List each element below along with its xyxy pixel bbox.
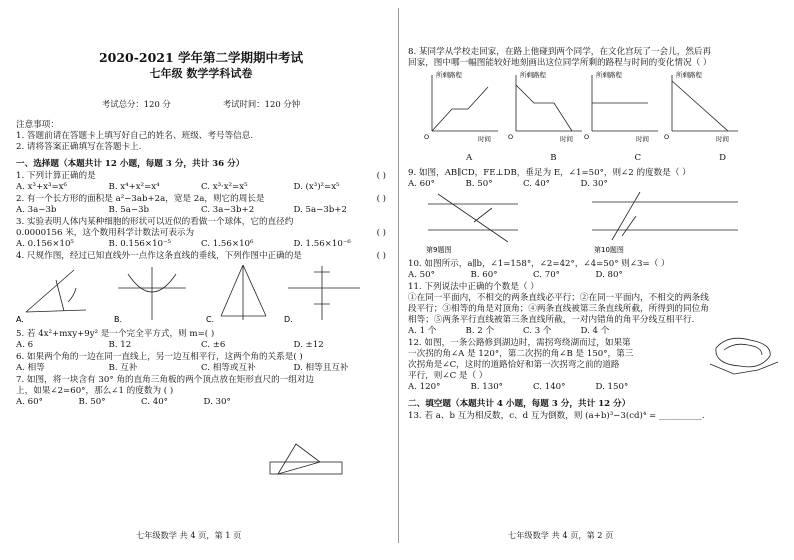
fig-label-b: B. (114, 314, 123, 324)
option-b: B. 130° (470, 382, 503, 392)
note-item: 1. 答题前请在答题卡上填写好自己的姓名、班级、考号等信息. (16, 130, 254, 141)
graph-label-a: A (466, 153, 473, 163)
fig-label-d: D. (284, 314, 293, 324)
question-6 (16, 352, 386, 374)
question-8 (408, 47, 786, 164)
question-line: 平行，则∠C 是（ ） (408, 371, 488, 381)
question-10 (408, 259, 786, 281)
graph-label-d: D (719, 153, 726, 163)
question-11 (408, 282, 786, 337)
fig9-caption: 第9题图 (426, 246, 452, 254)
question-13 (408, 411, 786, 422)
exam-subtitle: 七年级 数学学科试卷 (149, 67, 253, 80)
option-a: A. 60° (16, 396, 43, 407)
question-stem-cont: 上，如果∠2=60°，那么∠1 的度数为 ( ) (16, 385, 174, 396)
option-c: C. 40° (523, 179, 550, 189)
graph-ylabel: 所剩路程 (436, 71, 462, 79)
graph-origin: O (664, 133, 670, 141)
graph-ylabel: 所剩路程 (676, 71, 702, 79)
question-stem-cont: 0.0000156 米，这个数用科学计数法可表示为 (16, 227, 195, 238)
question-3 (16, 217, 386, 250)
fig9-fig10 (408, 190, 786, 254)
option-a: A. 相等 (16, 362, 45, 373)
option-b: B. 互补 (108, 362, 138, 373)
option-c: C. 140° (533, 382, 566, 392)
option-a: A. 3a−3b (16, 204, 57, 215)
answer-blank: ( ) (376, 193, 386, 204)
question-5 (16, 329, 386, 351)
ruler-triangle-figure (268, 440, 348, 480)
statement-line: 段平行；③相等的角是对顶角；④两条直线被第三条直线所截，所得到的同位角 (408, 304, 709, 314)
question-stem: 4. 尺规作图，经过已知直线外一点作这条直线的垂线，下列作图中正确的是 (16, 250, 302, 261)
column-divider (398, 8, 399, 543)
graph-xlabel: 时间 (716, 135, 729, 143)
statement-line: ①在同一平面内，不相交的两条直线必平行；②在同一平面内，不相交的两条线 (408, 293, 709, 303)
lake-road-figure (708, 330, 780, 390)
option-a: A. 50° (408, 270, 435, 280)
graph-xlabel: 时间 (636, 135, 649, 143)
option-c: C. x³·x²=x⁵ (201, 181, 248, 192)
page-footer-right: 七年级数学 共 4 页，第 2 页 (508, 530, 614, 540)
graph-xlabel: 时间 (478, 135, 491, 143)
graph-origin: O (424, 133, 430, 141)
question-line: 次拐角是∠C，这时的道路恰好和第一次拐弯之前的道路 (408, 360, 620, 370)
option-b: B. 0.156×10⁻⁵ (108, 238, 171, 249)
question-line: 一次拐的角∠A 是 120°，第二次拐的角∠B 是 150°，第三 (408, 349, 634, 359)
question-1 (16, 171, 386, 193)
option-b: B. 5a−3b (108, 204, 150, 215)
question-stem: 3. 实验表明人体内某种细胞的形状可以近似的看做一个球体，它的直径约 (16, 216, 294, 227)
question-stem: 10. 如图所示，a∥b，∠1=158°，∠2=42°，∠4=50° 则∠3=（ ） (408, 259, 670, 269)
fig10-caption: 第10题图 (594, 246, 624, 254)
total-score: 考试总分：120 分 (101, 99, 171, 110)
question-stem: 11. 下列说法中正确的个数是（ ） (408, 282, 539, 292)
graph-ylabel: 所剩路程 (520, 71, 546, 79)
graph-ylabel: 所剩路程 (596, 71, 622, 79)
page-footer-left: 七年级数学 共 4 页，第 1 页 (136, 530, 242, 540)
question-stem: 7. 如图，将一块含有 30° 角的直角三角板的两个顶点放在矩形直尺的一组对边 (16, 374, 315, 385)
option-d: D. 1.56×10⁻⁶ (293, 238, 351, 249)
question-7 (16, 375, 386, 408)
graph-label-b: B (550, 153, 557, 163)
option-b: B. 50° (465, 179, 493, 189)
question-stem: 1. 下列计算正确的是 (16, 170, 96, 181)
section-heading: 二、填空题（本题共计 4 小题，每题 3 分，共计 12 分） (408, 399, 631, 409)
option-d: D. 30° (203, 396, 231, 407)
option-b: B. 12 (108, 339, 132, 350)
right-column (408, 0, 786, 540)
question-line: 12. 如图，一条公路修到湖边时，需拐弯绕湖而过，如果第 (408, 338, 631, 348)
question-stem: 2. 有一个长方形的面积是 a²−3ab+2a，宽是 2a，则它的周长是 (16, 193, 265, 204)
question-4 (16, 251, 386, 328)
answer-blank: ( ) (376, 170, 386, 181)
option-b: B. 60° (470, 270, 498, 280)
option-a: A. 60° (408, 179, 435, 189)
notes-heading: 注意事项： (16, 119, 59, 130)
option-d: D. 5a−3b+2 (293, 204, 347, 215)
question-stem-cont: 回家，图中哪一幅图能较好地刻画出这位同学所剩的路程与时间的变化情况（ ） (408, 58, 712, 68)
distance-time-graphs (408, 69, 786, 149)
option-d: D. ±12 (293, 339, 324, 350)
question-9 (408, 168, 786, 258)
graph-origin: O (508, 133, 514, 141)
answer-blank: ( ) (376, 250, 386, 261)
section-heading: 一、选择题（本题共计 12 小题，每题 3 分，共计 36 分） (16, 158, 245, 169)
question-2 (16, 194, 386, 216)
statement-line: 相等；⑤两条平行直线被第三条直线所截，一对内错角的角平分线互相平行. (408, 315, 695, 325)
option-c: C. 70° (533, 270, 560, 280)
option-d: D. 4 个 (580, 326, 610, 336)
fig-label-a: A. (16, 314, 24, 324)
option-b: B. 50° (78, 396, 106, 407)
construction-figures (16, 262, 386, 324)
option-c: C. 1.56×10⁶ (201, 238, 254, 249)
question-stem: 9. 如图，AB∥CD，FE⊥DB，垂足为 E，∠1=50°，则∠2 的度数是（ ） (408, 168, 691, 178)
option-a: A. 0.156×10⁵ (16, 238, 74, 249)
question-stem: 13. 若 a、b 互为相反数，c、d 互为倒数，则 (a+b)³−3(cd)⁴ = __________. (408, 411, 705, 421)
option-a: A. 6 (16, 339, 34, 350)
option-a: A. 120° (408, 382, 441, 392)
answer-blank: ( ) (376, 227, 386, 238)
exam-title: 2020-2021 学年第二学期期中考试 (98, 50, 304, 65)
option-b: B. 2 个 (465, 326, 495, 336)
note-item: 2. 请将答案正确填写在答题卡上. (16, 141, 142, 152)
option-d: D. (x³)²=x⁵ (293, 181, 340, 192)
notes (16, 120, 386, 153)
graph-origin: O (584, 133, 590, 141)
option-a: A. 1 个 (408, 326, 437, 336)
option-c: C. 3 个 (523, 326, 552, 336)
graph-label-c: C (634, 153, 642, 163)
option-a: A. x³+x³=x⁶ (16, 181, 67, 192)
option-b: B. x⁴+x²=x⁴ (108, 181, 160, 192)
option-d: D. 150° (595, 382, 629, 392)
option-c: C. 3a−3b+2 (201, 204, 255, 215)
question-stem: 6. 如果两个角的一边在同一直线上，另一边互相平行，这两个角的关系是( ) (16, 351, 303, 362)
left-column (16, 0, 386, 540)
option-c: C. ±6 (201, 339, 226, 350)
question-stem: 8. 某同学从学校走回家，在路上他碰到两个同学，在文化宫玩了一会儿，然后再 (408, 47, 712, 57)
option-d: D. 相等且互补 (293, 362, 349, 373)
option-c: C. 40° (141, 396, 168, 407)
question-stem: 5. 若 4x²+mxy+9y² 是一个完全平方式，则 m=( ) (16, 328, 215, 339)
option-d: D. 80° (595, 270, 623, 280)
option-c: C. 相等或互补 (201, 362, 256, 373)
exam-meta (16, 99, 386, 110)
option-d: D. 30° (580, 179, 608, 189)
fig-label-c: C. (206, 314, 215, 324)
exam-duration: 考试时间：120 分钟 (222, 99, 301, 110)
graph-xlabel: 时间 (560, 135, 573, 143)
question-12 (408, 338, 786, 393)
